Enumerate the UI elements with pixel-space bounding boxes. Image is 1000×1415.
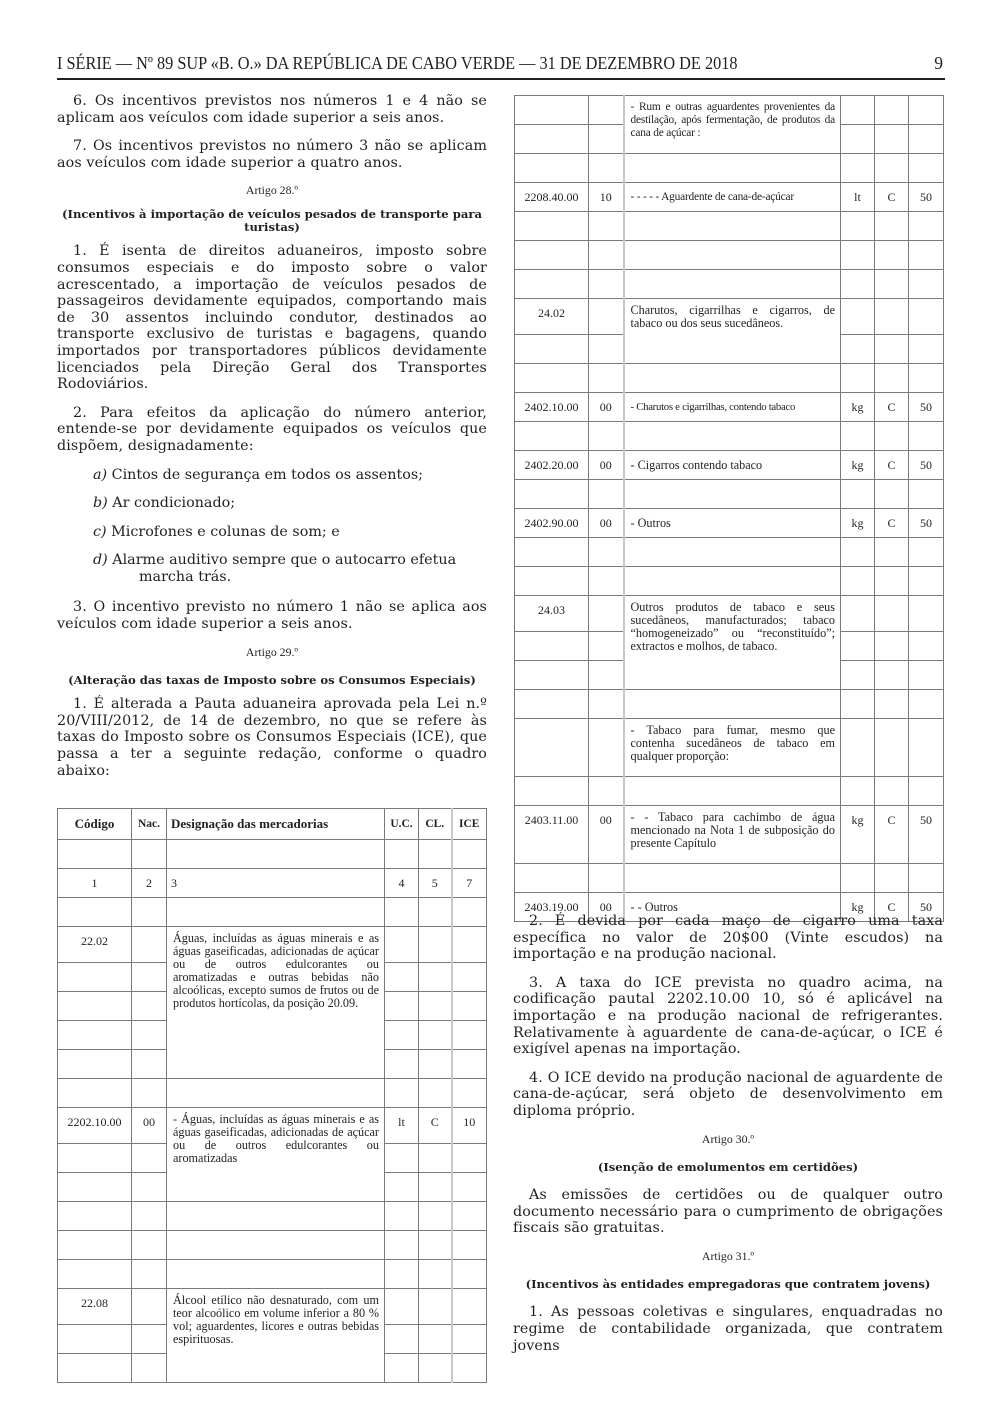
table-row-empty bbox=[515, 690, 944, 719]
table-row bbox=[58, 927, 487, 963]
item-text: Ar condicionado; bbox=[107, 495, 236, 512]
col-header-nac: Nac. bbox=[132, 809, 167, 840]
tariff-table-part-1 bbox=[57, 808, 487, 1383]
cell-codigo: 2403.11.00 bbox=[515, 806, 589, 864]
item-letter: c) bbox=[93, 523, 107, 540]
cell-ice: 10 bbox=[452, 1108, 487, 1144]
cell-uc: kg bbox=[841, 393, 875, 422]
table-row bbox=[515, 183, 944, 212]
table-row-empty bbox=[515, 777, 944, 806]
item-text-continued: marcha trás. bbox=[139, 568, 232, 585]
table-header-row bbox=[58, 809, 487, 840]
cell-uc: kg bbox=[841, 451, 875, 480]
list-item-d bbox=[57, 552, 487, 585]
table-row-empty bbox=[515, 212, 944, 241]
col-header-ice: ICE bbox=[452, 809, 487, 840]
item-text: Microfones e colunas de som; e bbox=[106, 523, 340, 540]
cell-ice: 50 bbox=[909, 893, 944, 922]
cell-designacao: Charutos, cigarrilhas e cigarros, de tabaco ou dos seus sucedâneos. bbox=[624, 299, 841, 364]
article-30-label: Artigo 30.º bbox=[701, 1131, 755, 1146]
table-row-column-numbers bbox=[58, 869, 487, 898]
col-header-cl: CL. bbox=[419, 809, 452, 840]
table-row-empty bbox=[515, 270, 944, 299]
cell-designacao: - Águas, incluídas as águas minerais e as águas gaseificadas, adicionadas de açúcar ou de outros edulcorantes ou aromatizadas bbox=[167, 1108, 385, 1202]
cell-codigo: 2202.10.00 bbox=[58, 1108, 132, 1144]
col-number: 3 bbox=[167, 869, 385, 898]
article-28-heading: (Incentivos à importação de veículos pesados de transporte para turistas) bbox=[62, 207, 482, 234]
table-row-empty bbox=[58, 840, 487, 869]
cell-designacao: - - Tabaco para cachimbo de água mencionado na Nota 1 de subposição do presente Capítulo bbox=[624, 806, 841, 864]
cell-designacao: - Outros bbox=[624, 509, 841, 538]
cell-designacao: Outros produtos de tabaco e seus sucedâneos, manufacturados; tabaco “homogeneizado” ou “reconstituído”; extractos e molhos, de tabaco. bbox=[624, 596, 841, 690]
item-text: Cintos de segurança em todos os assentos; bbox=[107, 466, 423, 483]
cell-designacao: - Charutos e cigarrilhas, contendo tabaco bbox=[624, 393, 841, 422]
cell-uc: lt bbox=[385, 1108, 419, 1144]
cell-cl: C bbox=[875, 509, 909, 538]
cell-uc: kg bbox=[841, 509, 875, 538]
cell-codigo: 22.08 bbox=[58, 1289, 132, 1325]
article-30-paragraph-1: As emissões de certidões ou de qualquer outro documento necessário para o cumprimento de obrigações fiscais são gratuitas. bbox=[513, 1187, 943, 1237]
article-29-label: Artigo 29.º bbox=[245, 644, 299, 659]
cell-cl: C bbox=[875, 806, 909, 864]
cell-ice: 50 bbox=[909, 183, 944, 212]
cell-cl: C bbox=[875, 893, 909, 922]
cell-cl: C bbox=[419, 1108, 452, 1144]
cell-ice: 50 bbox=[909, 451, 944, 480]
cell-ice: 50 bbox=[909, 393, 944, 422]
cell-codigo: 2208.40.00 bbox=[515, 183, 589, 212]
article-31-paragraph-1: 1. As pessoas coletivas e singulares, enquadradas no regime de contabilidade organizada, que contratem jovens bbox=[513, 1304, 943, 1354]
item-letter: a) bbox=[93, 466, 108, 483]
table-row bbox=[515, 393, 944, 422]
cell-codigo: 2402.10.00 bbox=[515, 393, 589, 422]
table-row-empty bbox=[515, 480, 944, 509]
cell-designacao: - Tabaco para fumar, mesmo que contenha sucedâneos de tabaco em qualquer proporção: bbox=[624, 719, 841, 777]
col-header-uc: U.C. bbox=[385, 809, 419, 840]
col-header-codigo: Código bbox=[58, 809, 132, 840]
table-row-empty bbox=[515, 538, 944, 567]
cell-cl: C bbox=[875, 393, 909, 422]
cell-designacao: - - - - - Aguardente de cana-de-açúcar bbox=[624, 183, 841, 212]
article-28-paragraph-2: 2. Para efeitos da aplicação do número anterior, entende-se por devidamente equipados os veículos que dispõem, designadamente: bbox=[57, 404, 487, 454]
left-column bbox=[57, 93, 487, 791]
table-row bbox=[515, 719, 944, 777]
cell-uc: kg bbox=[841, 893, 875, 922]
article-28-label: Artigo 28.º bbox=[245, 183, 299, 198]
cell-codigo: 22.02 bbox=[58, 927, 132, 963]
table-row-empty bbox=[515, 422, 944, 451]
item-letter: b) bbox=[93, 495, 108, 512]
table-row bbox=[58, 1289, 487, 1325]
col-number: 1 bbox=[58, 869, 132, 898]
item-letter: d) bbox=[93, 552, 108, 569]
cell-uc: lt bbox=[841, 183, 875, 212]
tariff-table-part-2 bbox=[514, 95, 944, 922]
table-row-empty bbox=[58, 1079, 487, 1108]
table-row bbox=[515, 96, 944, 125]
table-row bbox=[515, 299, 944, 335]
header-rule bbox=[57, 78, 945, 80]
cell-designacao: Águas, incluídas as águas minerais e as águas gaseificadas, adicionadas de açúcar ou de outros edulcorantes ou aromatizadas e outras bebidas não alcoólicas, excepto sumos de frutos ou de produtos hortícolas, da posição 20.09. bbox=[167, 927, 385, 1079]
col-number: 5 bbox=[419, 869, 452, 898]
table-row bbox=[515, 451, 944, 480]
cell-codigo: 2402.90.00 bbox=[515, 509, 589, 538]
cell-cl: C bbox=[875, 451, 909, 480]
table-row bbox=[515, 509, 944, 538]
right-column bbox=[513, 913, 943, 1366]
cell-nac bbox=[132, 1289, 167, 1325]
col-number: 2 bbox=[132, 869, 167, 898]
article-31-heading: (Incentivos às entidades empregadoras que contratem jovens) bbox=[525, 1276, 931, 1291]
item-text: Alarme auditivo sempre que o autocarro efetua bbox=[107, 552, 457, 569]
table-row-empty bbox=[515, 364, 944, 393]
cell-cl: C bbox=[875, 183, 909, 212]
cell-codigo: 24.02 bbox=[515, 299, 589, 335]
article-31-label: Artigo 31.º bbox=[701, 1248, 755, 1263]
table-row-empty bbox=[515, 864, 944, 893]
page-number: 9 bbox=[934, 53, 943, 73]
table-row bbox=[58, 1108, 487, 1144]
article-29-paragraph-2: 2. É devida por cada maço de cigarro uma taxa específica no valor de 20$00 (Vinte escudos) na importação e na produção nacional. bbox=[513, 913, 943, 963]
gazette-title: I SÉRIE — Nº 89 SUP «B. O.» DA REPÚBLICA DE CABO VERDE — 31 DE DEZEMBRO DE 2018 bbox=[57, 53, 738, 73]
table-row-empty bbox=[515, 154, 944, 183]
cell-nac bbox=[132, 927, 167, 963]
cell-codigo: 2403.19.00 bbox=[515, 893, 589, 922]
list-item-a bbox=[57, 467, 487, 484]
cell-nac: 00 bbox=[589, 893, 624, 922]
article-29-heading: (Alteração das taxas de Imposto sobre os Consumos Especiais) bbox=[68, 672, 476, 687]
list-item-b bbox=[57, 495, 487, 512]
article-30-heading: (Isenção de emolumentos em certidões) bbox=[597, 1159, 859, 1174]
page-header bbox=[57, 52, 945, 80]
col-number: 4 bbox=[385, 869, 419, 898]
article-29-paragraph-3: 3. A taxa do ICE prevista no quadro acima, na codificação pautal 2202.10.00 10, só é aplicável na importação e na produção nacional de refrigerantes. Relativamente à aguardente de cana-de-açúcar, o ICE é exigível apenas na importação. bbox=[513, 974, 943, 1058]
article-28-paragraph-1: 1. É isenta de direitos aduaneiros, imposto sobre consumos especiais e do imposto sobre o valor acrescentado, a importação de veículos pesados de passageiros devidamente equipados, comportando mais de 30 assentos incluindo condutor, destinados ao transporte exclusivo de turistas e bagagens, quando importados por transportadores públicos devidamente licenciados pela Direção Geral dos Transportes Rodoviários. bbox=[57, 243, 487, 393]
table-row-empty bbox=[58, 898, 487, 927]
cell-ice: 50 bbox=[909, 806, 944, 864]
paragraph-6: 6. Os incentivos previstos nos números 1 e 4 não se aplicam aos veículos com idade superior a seis anos. bbox=[57, 93, 487, 126]
cell-ice: 50 bbox=[909, 509, 944, 538]
table-row bbox=[515, 596, 944, 632]
table-row bbox=[515, 806, 944, 864]
article-28-paragraph-3: 3. O incentivo previsto no número 1 não se aplica aos veículos com idade superior a seis anos. bbox=[57, 599, 487, 633]
col-number: 7 bbox=[452, 869, 487, 898]
cell-codigo: 2402.20.00 bbox=[515, 451, 589, 480]
article-29-paragraph-1: 1. É alterada a Pauta aduaneira aprovada pela Lei n.º 20/VIII/2012, de 14 de dezembro, no que se refere às taxas do Imposto sobre os Consumos Especiais (ICE), que passa a ter a seguinte redação, conforme o quadro abaixo: bbox=[57, 696, 487, 779]
cell-designacao: - Cigarros contendo tabaco bbox=[624, 451, 841, 480]
table-row-empty bbox=[58, 1260, 487, 1289]
cell-uc: kg bbox=[841, 806, 875, 864]
cell-nac: 00 bbox=[132, 1108, 167, 1144]
paragraph-7: 7. Os incentivos previstos no número 3 não se aplicam aos veículos com idade superior a quatro anos. bbox=[57, 138, 487, 171]
cell-designacao: Álcool etílico não desnaturado, com um teor alcoólico em volume inferior a 80 % vol; aguardentes, licores e outras bebidas espirituosas. bbox=[167, 1289, 385, 1383]
cell-nac: 00 bbox=[589, 509, 624, 538]
cell-nac: 00 bbox=[589, 451, 624, 480]
cell-designacao: - - Outros bbox=[624, 893, 841, 922]
article-29-paragraph-4: 4. O ICE devido na produção nacional de aguardente de cana-de-açúcar, será objeto de desenvolvimento em diploma próprio. bbox=[513, 1069, 943, 1119]
cell-nac: 10 bbox=[589, 183, 624, 212]
table-row-empty bbox=[515, 567, 944, 596]
cell-codigo: 24.03 bbox=[515, 596, 589, 632]
col-header-designacao: Designação das mercadorias bbox=[167, 809, 385, 840]
table-row-empty bbox=[515, 241, 944, 270]
list-item-c bbox=[57, 524, 487, 541]
table-row-empty bbox=[58, 1231, 487, 1260]
cell-nac: 00 bbox=[589, 393, 624, 422]
cell-nac: 00 bbox=[589, 806, 624, 864]
table-row-empty bbox=[58, 1202, 487, 1231]
cell-designacao: - Rum e outras aguardentes provenientes da destilação, após fermentação, de produtos da cana de açúcar : bbox=[624, 96, 841, 154]
